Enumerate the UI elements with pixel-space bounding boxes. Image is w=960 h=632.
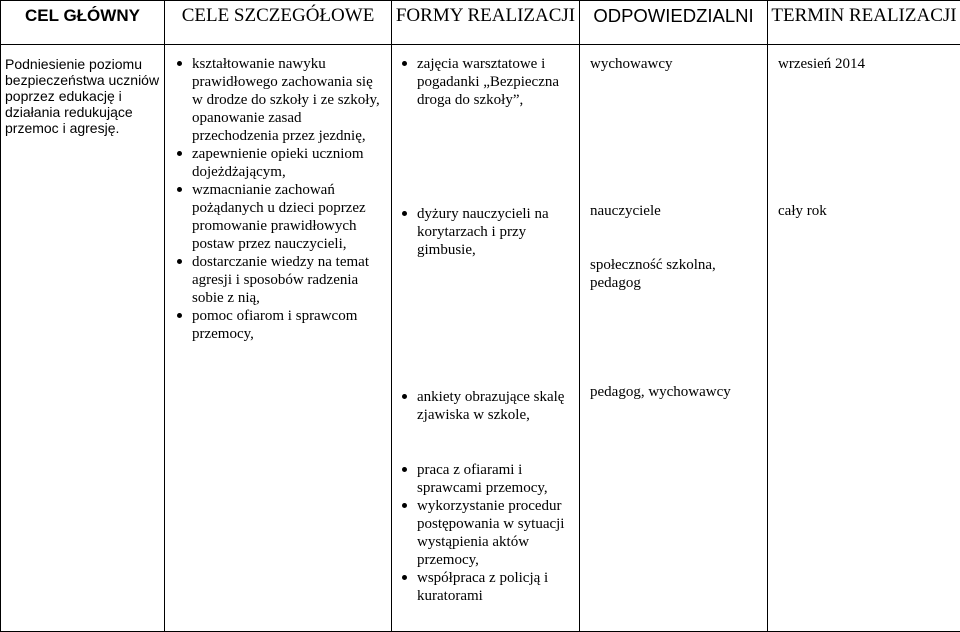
- main-goal-cell: [1, 45, 165, 632]
- list-item: dostarczanie wiedzy na temat agresji i sposobów radzenia sobie z nią,: [165, 253, 391, 307]
- main-goal-text: Podniesienie poziomu bezpieczeństwa uczniów poprzez edukację i działania redukujące przemoc i agresję.: [1, 45, 164, 136]
- list-item: wykorzystanie procedur postępowania w sytuacji wystąpienia aktów przemocy,: [392, 497, 579, 569]
- list-item: współpraca z policją i kuratorami: [392, 569, 579, 605]
- responsible-4: pedagog, wychowawcy: [590, 383, 767, 401]
- deadline-2: cały rok: [778, 202, 960, 220]
- detailed-goals-cell: [165, 45, 392, 632]
- list-item: zajęcia warsztatowe i pogadanki „Bezpieczna droga do szkoły”,: [392, 55, 579, 109]
- responsible-1: wychowawcy: [590, 55, 767, 73]
- responsible-2: nauczyciele: [590, 202, 767, 220]
- header-row: [1, 1, 960, 45]
- forms-group-1: [392, 55, 579, 109]
- forms-group-2: [392, 205, 579, 259]
- content-row: [1, 45, 960, 632]
- bullet-icon: [402, 61, 407, 66]
- bullet-icon: [402, 503, 407, 508]
- forms-cell: [392, 45, 580, 632]
- bullet-icon: [177, 313, 182, 318]
- header-forms: FORMY REALIZACJI: [392, 1, 580, 45]
- detailed-goals-list: [165, 55, 391, 343]
- list-item: pomoc ofiarom i sprawcom przemocy,: [165, 307, 391, 343]
- bullet-icon: [402, 394, 407, 399]
- header-detailed-goals: CELE SZCZEGÓŁOWE: [165, 1, 392, 45]
- list-item: praca z ofiarami i sprawcami przemocy,: [392, 461, 579, 497]
- list-item: ankiety obrazujące skalę zjawiska w szkole,: [392, 388, 579, 424]
- deadline-1: wrzesień 2014: [778, 55, 960, 73]
- forms-group-4: [392, 461, 579, 605]
- header-main-goal: CEL GŁÓWNY: [1, 1, 165, 45]
- bullet-icon: [177, 187, 182, 192]
- list-item: zapewnienie opieki uczniom dojeżdżającym,: [165, 145, 391, 181]
- bullet-icon: [402, 211, 407, 216]
- bullet-icon: [177, 61, 182, 66]
- responsible-3: społeczność szkolna, pedagog: [590, 256, 767, 292]
- deadline-cell: [768, 45, 960, 632]
- bullet-icon: [402, 575, 407, 580]
- responsible-cell: [580, 45, 768, 632]
- list-item: dyżury nauczycieli na korytarzach i przy gimbusie,: [392, 205, 579, 259]
- header-deadline: TERMIN REALIZACJI: [768, 1, 960, 45]
- header-responsible: ODPOWIEDZIALNI: [580, 1, 768, 45]
- bullet-icon: [177, 259, 182, 264]
- bullet-icon: [177, 151, 182, 156]
- list-item: wzmacnianie zachowań pożądanych u dzieci poprzez promowanie prawidłowych postaw przez nauczycieli,: [165, 181, 391, 253]
- list-item: kształtowanie nawyku prawidłowego zachowania się w drodze do szkoły i ze szkoły, opanowanie zasad przechodzenia przez jezdnię,: [165, 55, 391, 145]
- bullet-icon: [402, 467, 407, 472]
- forms-group-3: [392, 388, 579, 424]
